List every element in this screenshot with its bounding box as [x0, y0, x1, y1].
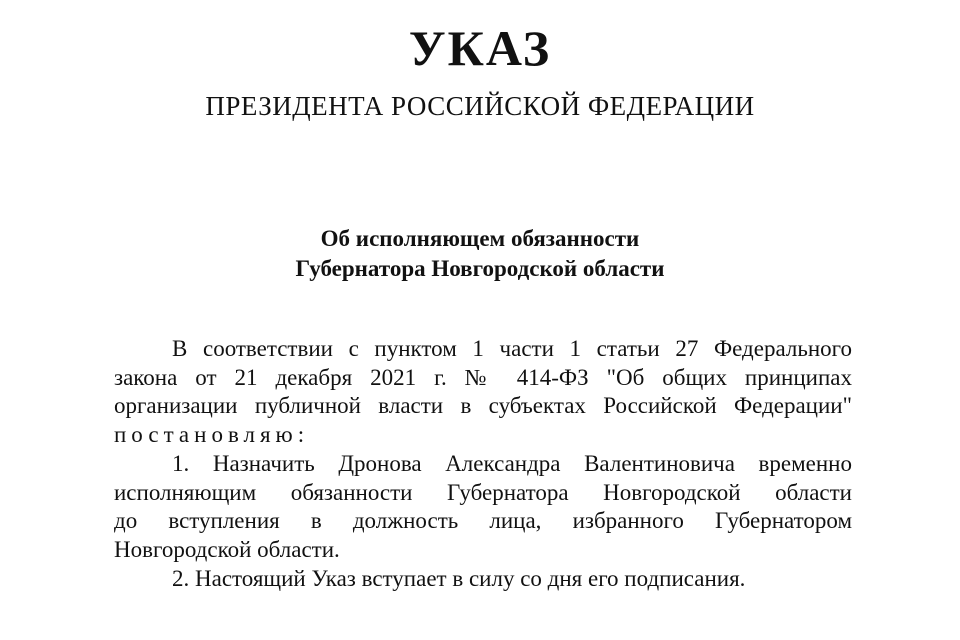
heading-line-2: Губернатора Новгородской области — [295, 256, 665, 281]
item-1-line-4: Новгородской области. — [114, 536, 340, 562]
preamble-line-2: закона от 21 декабря 2021 г. № 414-ФЗ "Об общих принципах — [114, 364, 852, 390]
heading-line-1: Об исполняющем обязанности — [320, 226, 640, 251]
item-2-paragraph — [114, 565, 852, 594]
decree-body — [114, 335, 852, 593]
preamble-line-3: организации публичной власти в субъектах Российской Федерации" — [114, 393, 852, 419]
decree-heading — [0, 224, 960, 284]
item-1-line-2: исполняющим обязанности Губернатора Новгородской области — [114, 479, 852, 505]
document-title: УКАЗ — [408, 20, 552, 76]
item-1-line-3: до вступления в должность лица, избранного Губернатором — [114, 508, 852, 534]
document-subtitle: ПРЕЗИДЕНТА РОССИЙСКОЙ ФЕДЕРАЦИИ — [205, 91, 755, 121]
preamble-paragraph — [114, 335, 852, 450]
preamble-line-1: В соответствии с пунктом 1 части 1 статьи 27 Федерального — [172, 336, 852, 361]
item-1-paragraph — [114, 450, 852, 565]
item-2-line-1: 2. Настоящий Указ вступает в силу со дня его подписания. — [172, 565, 746, 591]
decree-word: постановляю: — [114, 422, 310, 448]
item-1-line-1: 1. Назначить Дронова Александра Валентиновича временно — [172, 450, 852, 476]
